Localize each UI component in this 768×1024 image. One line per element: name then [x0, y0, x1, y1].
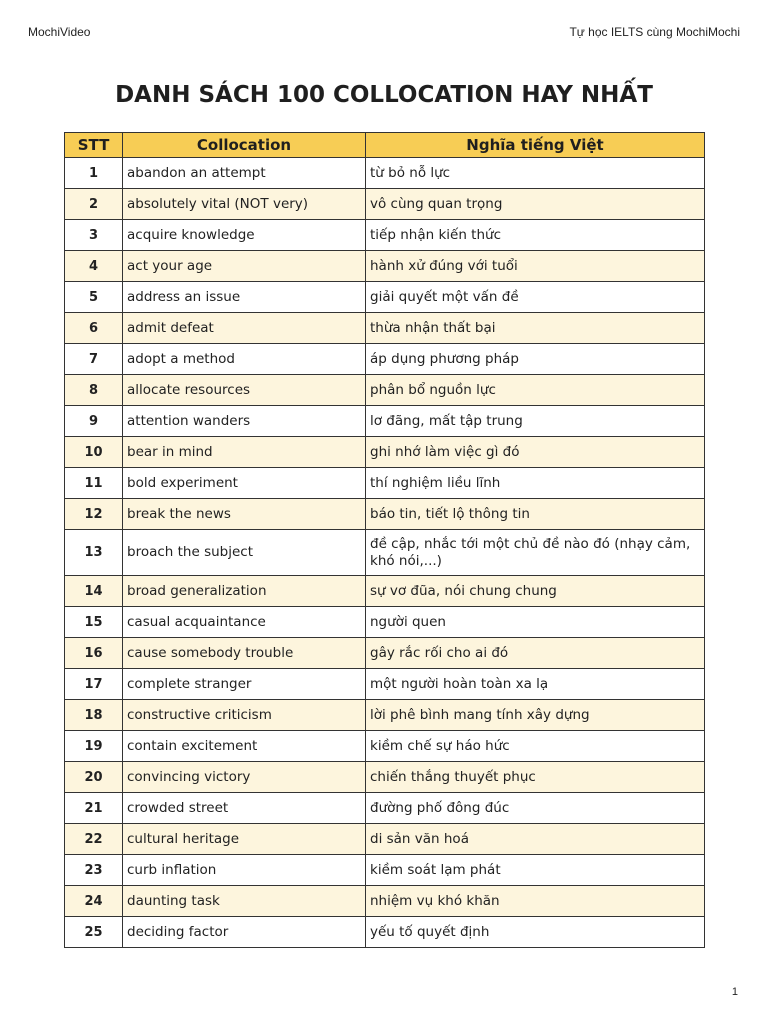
collocation-cell: attention wanders — [123, 406, 366, 437]
row-number-cell: 8 — [65, 375, 123, 406]
table-row — [65, 917, 705, 948]
row-number-cell: 1 — [65, 158, 123, 189]
collocation-cell: address an issue — [123, 282, 366, 313]
row-number-cell: 15 — [65, 607, 123, 638]
row-number-cell: 6 — [65, 313, 123, 344]
collocation-cell: deciding factor — [123, 917, 366, 948]
table-row — [65, 762, 705, 793]
collocation-cell: bold experiment — [123, 468, 366, 499]
table-header-row — [65, 133, 705, 158]
collocation-cell: casual acquaintance — [123, 607, 366, 638]
collocation-cell: complete stranger — [123, 669, 366, 700]
meaning-cell: từ bỏ nỗ lực — [366, 158, 705, 189]
row-number-cell: 19 — [65, 731, 123, 762]
meaning-cell: nhiệm vụ khó khăn — [366, 886, 705, 917]
table-row — [65, 375, 705, 406]
row-number-cell: 11 — [65, 468, 123, 499]
meaning-cell: ghi nhớ làm việc gì đó — [366, 437, 705, 468]
collocation-cell: contain excitement — [123, 731, 366, 762]
meaning-cell: chiến thắng thuyết phục — [366, 762, 705, 793]
meaning-cell: đề cập, nhắc tới một chủ đề nào đó (nhạy cảm, khó nói,...) — [366, 530, 705, 576]
row-number-cell: 20 — [65, 762, 123, 793]
collocation-cell: acquire knowledge — [123, 220, 366, 251]
table-row — [65, 855, 705, 886]
row-number-cell: 3 — [65, 220, 123, 251]
table-row — [65, 251, 705, 282]
table-row — [65, 158, 705, 189]
meaning-cell: lơ đãng, mất tập trung — [366, 406, 705, 437]
row-number-cell: 21 — [65, 793, 123, 824]
row-number-cell: 9 — [65, 406, 123, 437]
header-left-text: MochiVideo — [28, 25, 91, 39]
collocation-cell: bear in mind — [123, 437, 366, 468]
row-number-cell: 17 — [65, 669, 123, 700]
meaning-cell: hành xử đúng với tuổi — [366, 251, 705, 282]
table-row — [65, 499, 705, 530]
column-header-meaning: Nghĩa tiếng Việt — [366, 133, 705, 158]
table-row — [65, 638, 705, 669]
column-header-stt: STT — [65, 133, 123, 158]
row-number-cell: 12 — [65, 499, 123, 530]
table-row — [65, 824, 705, 855]
meaning-cell: báo tin, tiết lộ thông tin — [366, 499, 705, 530]
collocation-cell: curb inflation — [123, 855, 366, 886]
meaning-cell: đường phố đông đúc — [366, 793, 705, 824]
row-number-cell: 7 — [65, 344, 123, 375]
meaning-cell: kiềm soát lạm phát — [366, 855, 705, 886]
collocation-cell: allocate resources — [123, 375, 366, 406]
page-title: DANH SÁCH 100 COLLOCATION HAY NHẤT — [115, 82, 653, 108]
table-row — [65, 886, 705, 917]
table-row — [65, 468, 705, 499]
collocation-cell: broach the subject — [123, 530, 366, 576]
row-number-cell: 24 — [65, 886, 123, 917]
table-row — [65, 793, 705, 824]
row-number-cell: 5 — [65, 282, 123, 313]
meaning-cell: áp dụng phương pháp — [366, 344, 705, 375]
collocation-cell: crowded street — [123, 793, 366, 824]
collocation-cell: constructive criticism — [123, 700, 366, 731]
collocation-cell: act your age — [123, 251, 366, 282]
table-row — [65, 731, 705, 762]
table-row — [65, 437, 705, 468]
meaning-cell: sự vơ đũa, nói chung chung — [366, 576, 705, 607]
row-number-cell: 25 — [65, 917, 123, 948]
meaning-cell: giải quyết một vấn đề — [366, 282, 705, 313]
meaning-cell: di sản văn hoá — [366, 824, 705, 855]
collocation-cell: admit defeat — [123, 313, 366, 344]
header-right-text: Tự học IELTS cùng MochiMochi — [569, 25, 740, 39]
row-number-cell: 18 — [65, 700, 123, 731]
collocation-table — [64, 132, 705, 948]
table-row — [65, 189, 705, 220]
collocation-cell: daunting task — [123, 886, 366, 917]
table-row — [65, 282, 705, 313]
row-number-cell: 10 — [65, 437, 123, 468]
meaning-cell: một người hoàn toàn xa lạ — [366, 669, 705, 700]
table-row — [65, 669, 705, 700]
page-number: 1 — [731, 986, 738, 998]
table-row — [65, 220, 705, 251]
row-number-cell: 16 — [65, 638, 123, 669]
row-number-cell: 2 — [65, 189, 123, 220]
meaning-cell: kiềm chế sự háo hức — [366, 731, 705, 762]
row-number-cell: 22 — [65, 824, 123, 855]
row-number-cell: 13 — [65, 530, 123, 576]
table-row — [65, 700, 705, 731]
row-number-cell: 4 — [65, 251, 123, 282]
collocation-cell: cultural heritage — [123, 824, 366, 855]
row-number-cell: 23 — [65, 855, 123, 886]
collocation-cell: absolutely vital (NOT very) — [123, 189, 366, 220]
collocation-cell: adopt a method — [123, 344, 366, 375]
meaning-cell: người quen — [366, 607, 705, 638]
table-row — [65, 576, 705, 607]
table-row — [65, 406, 705, 437]
column-header-collocation: Collocation — [123, 133, 366, 158]
meaning-cell: gây rắc rối cho ai đó — [366, 638, 705, 669]
collocation-cell: cause somebody trouble — [123, 638, 366, 669]
meaning-cell: tiếp nhận kiến thức — [366, 220, 705, 251]
table-row — [65, 344, 705, 375]
collocation-cell: broad generalization — [123, 576, 366, 607]
meaning-cell: yếu tố quyết định — [366, 917, 705, 948]
table-row — [65, 313, 705, 344]
collocation-cell: break the news — [123, 499, 366, 530]
meaning-cell: lời phê bình mang tính xây dựng — [366, 700, 705, 731]
meaning-cell: vô cùng quan trọng — [366, 189, 705, 220]
collocation-cell: abandon an attempt — [123, 158, 366, 189]
meaning-cell: thí nghiệm liều lĩnh — [366, 468, 705, 499]
row-number-cell: 14 — [65, 576, 123, 607]
table-body — [65, 158, 705, 948]
meaning-cell: thừa nhận thất bại — [366, 313, 705, 344]
collocation-cell: convincing victory — [123, 762, 366, 793]
meaning-cell: phân bổ nguồn lực — [366, 375, 705, 406]
table-row — [65, 530, 705, 576]
table-row — [65, 607, 705, 638]
